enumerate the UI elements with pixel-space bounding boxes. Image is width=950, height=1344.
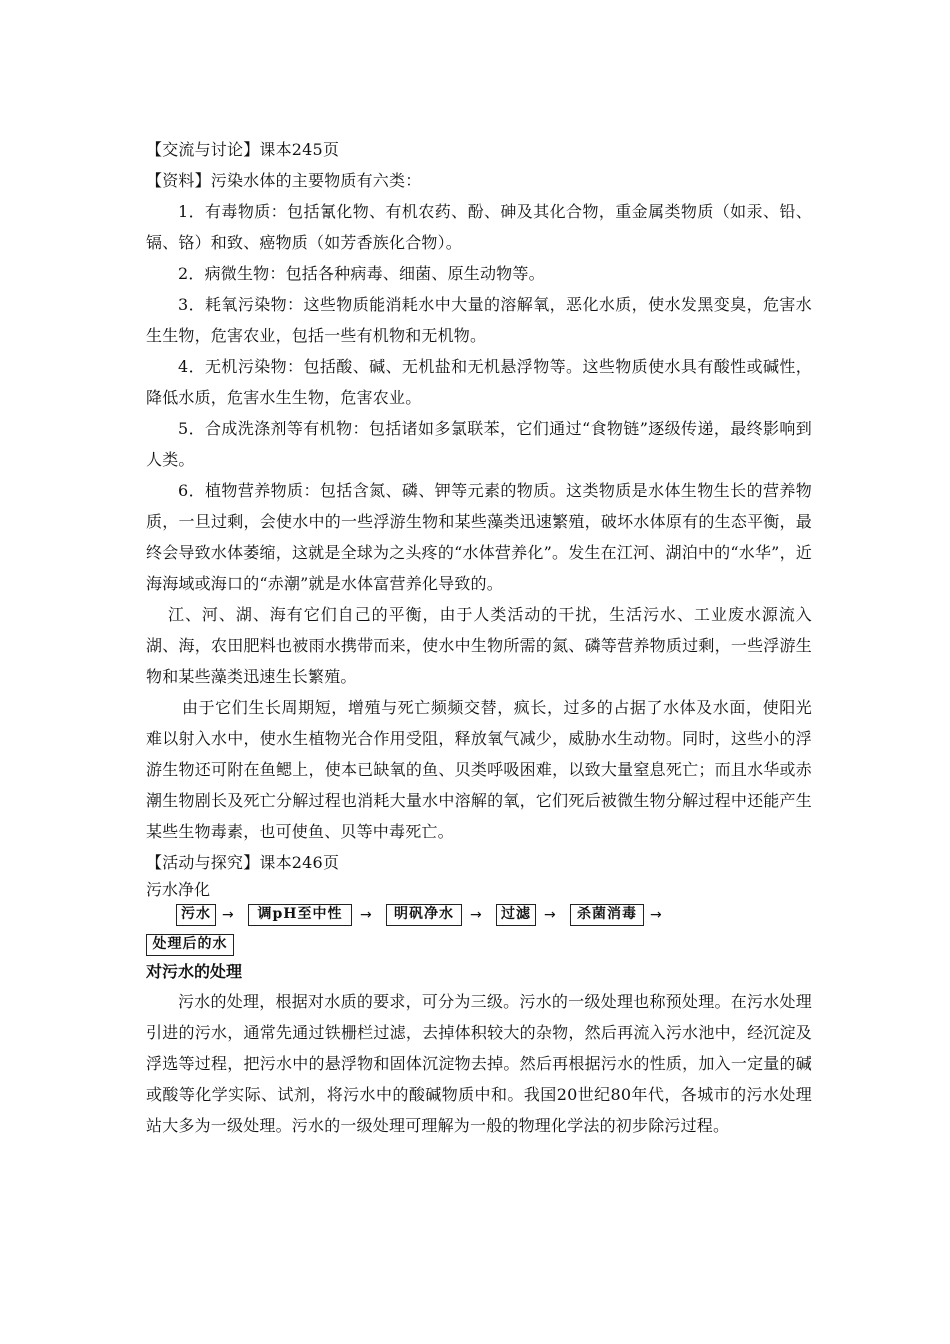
flow-arrow: → — [360, 907, 372, 923]
flow-diagram-end — [146, 934, 812, 958]
flow-arrow: → — [544, 907, 556, 923]
section-heading-activity: 【活动与探究】课本246页 — [146, 853, 340, 872]
paragraph-death: 由于它们生长周期短，增殖与死亡频频交替，疯长，过多的占据了水体及水面，使阳光难以射入水中，使水生植物光合作用受阻，释放氧气减少，威胁水生动物。同时，这些小的浮游生物还可附在鱼鳃上，使本已缺氧的鱼、贝类呼吸困难，以致大量窒息死亡；而且水华或赤潮生物剧长及死亡分解过程也消耗大量水中溶解的氧，它们死后被微生物分解过程中还能产生某些生物毒素，也可使鱼、贝等中毒死亡。 — [146, 698, 812, 841]
list-item: 3．耗氧污染物：这些物质能消耗水中大量的溶解氧，恶化水质，使水发黑变臭，危害水生生物，危害农业，包括一些有机物和无机物。 — [146, 295, 812, 345]
list-item: 2．病微生物：包括各种病毒、细菌、原生动物等。 — [178, 264, 545, 283]
flow-step-box: 调pH至中性 — [248, 904, 352, 926]
paragraph-treatment: 污水的处理，根据对水质的要求，可分为三级。污水的一级处理也称预处理。在污水处理引进的污水，通常先通过铁栅栏过滤，去掉体积较大的杂物，然后再流入污水池中，经沉淀及浮选等过程，把污水中的悬浮物和固体沉淀物去掉。然后再根据污水的性质，加入一定量的碱或酸等化学实际、试剂，将污水中的酸碱物质中和。我国20世纪80年代，各城市的污水处理站大多为一级处理。污水的一级处理可理解为一般的物理化学法的初步除污过程。 — [146, 992, 812, 1135]
materials-intro: 【资料】污染水体的主要物质有六类： — [146, 171, 422, 190]
flow-end-box: 处理后的水 — [146, 934, 234, 956]
flow-arrow: → — [470, 907, 482, 923]
paragraph-balance: 江、河、湖、海有它们自己的平衡，由于人类活动的干扰，生活污水、工业废水源流入湖、海，农田肥料也被雨水携带而来，使水中生物所需的氮、磷等营养物质过剩，一些浮游生物和某些藻类迅速生长繁殖。 — [146, 605, 812, 686]
flow-arrow: → — [650, 907, 662, 923]
flow-step-box: 过滤 — [496, 904, 536, 926]
flow-arrow: → — [222, 907, 234, 923]
flow-diagram — [146, 904, 812, 928]
list-item: 6．植物营养物质：包括含氮、磷、钾等元素的物质。这类物质是水体生物生长的营养物质，一旦过剩，会使水中的一些浮游生物和某些藻类迅速繁殖，破坏水体原有的生态平衡，最终会导致水体萎缩，这就是全球为之头疼的“水体营养化”。发生在江河、湖泊中的“水华”，近海海域或海口的“赤潮”就是水体富营养化导致的。 — [146, 481, 812, 593]
flow-step-box: 明矾净水 — [386, 904, 462, 926]
flow-title: 污水净化 — [146, 880, 211, 899]
section-heading-treatment: 对污水的处理 — [146, 962, 243, 981]
list-item: 5．合成洗涤剂等有机物：包括诸如多氯联苯，它们通过“食物链”逐级传递，最终影响到人类。 — [146, 419, 812, 469]
document-page — [146, 134, 812, 1141]
list-item: 4．无机污染物：包括酸、碱、无机盐和无机悬浮物等。这些物质使水具有酸性或碱性，降低水质，危害水生生物，危害农业。 — [146, 357, 812, 407]
flow-step-box: 污水 — [176, 904, 216, 926]
list-item: 1．有毒物质：包括氰化物、有机农药、酚、砷及其化合物，重金属类物质（如汞、铅、镉、铬）和致、癌物质（如芳香族化合物）。 — [146, 202, 812, 252]
flow-step-box: 杀菌消毒 — [570, 904, 644, 926]
section-heading-discussion: 【交流与讨论】课本245页 — [146, 140, 340, 159]
